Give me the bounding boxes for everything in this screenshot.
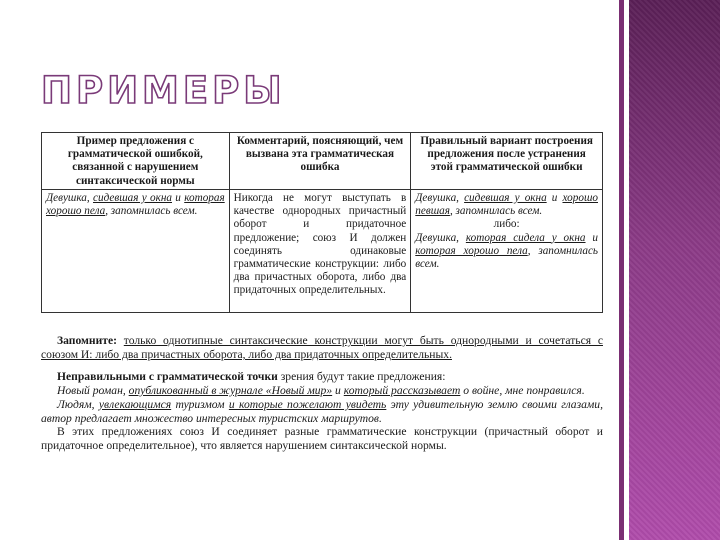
- text-span: Девушка,: [415, 191, 465, 204]
- text-span: , запомнилась всем.: [105, 205, 198, 218]
- text-span: и: [585, 231, 598, 244]
- text-span: и: [172, 191, 185, 204]
- text-span: и: [546, 191, 563, 204]
- underlined-phrase: сидевшая у окна: [464, 191, 547, 204]
- header-example: Пример предложения с грамматической ошибкой, связанной с нарушением синтаксической нормы: [42, 133, 230, 190]
- remember-label: Запомните:: [57, 334, 117, 347]
- underlined-phrase: который рассказывает: [343, 383, 461, 397]
- incorrect-intro: [41, 370, 603, 384]
- underlined-phrase: сидевшая у окна: [93, 191, 172, 204]
- text-span: Девушка,: [415, 231, 466, 244]
- examples-table: [41, 132, 603, 313]
- text-span: и: [332, 383, 344, 397]
- incorrect-label: Неправильными с грамматической точки: [57, 369, 278, 383]
- text-span: эту удивительную землю своими глазами, автор предлагает множество интересных туристских маршрутов.: [41, 397, 603, 425]
- text-span: , запомнилась всем.: [449, 205, 543, 218]
- underlined-phrase: опубликованный в журнале «Новый мир»: [128, 383, 333, 397]
- remember-paragraph: [41, 334, 603, 362]
- header-comment: Комментарий, поясняющий, чем вызвана эта грамматическая ошибка: [229, 133, 411, 190]
- conclusion-paragraph: В этих предложениях союз И соединяет разные грамматические конструкции (причастный оборот и придаточное определительное), что является нарушением синтаксической нормы.: [41, 425, 603, 453]
- underlined-phrase: и которые пожелают увидеть: [228, 397, 387, 411]
- cell-correct-variant: [411, 189, 603, 312]
- text-span: о войне, мне понравился.: [460, 383, 585, 397]
- decorative-sidebar: [629, 0, 720, 540]
- underlined-phrase: которая сидела у окна: [465, 231, 586, 244]
- either-label: либо:: [493, 218, 520, 231]
- header-correct: Правильный вариант построения предложения после устранения этой грамматической ошибки: [411, 133, 603, 190]
- remember-text: только однотипные синтаксические конструкции могут быть однородными и сочетаться с союзом И: либо два причастных оборота, либо два придаточных определительных.: [41, 334, 603, 361]
- decorative-stripe: [619, 0, 624, 540]
- example-1: [41, 384, 603, 398]
- cell-comment: Никогда не могут выступать в качестве однородных причастный оборот и придаточное предложение; союз И должен соединять одинаковые грамматические конструкции: либо два причастных оборота, либо два придаточных определительных.: [229, 189, 411, 312]
- underlined-phrase: которая хорошо пела: [415, 244, 528, 257]
- text-span: , запомнилась всем.: [415, 244, 598, 270]
- notes-section: [41, 334, 603, 453]
- text-span: туризмом: [171, 397, 229, 411]
- table-row: [42, 189, 603, 312]
- example-2: [41, 398, 603, 426]
- underlined-phrase: которая хорошо пела: [46, 191, 225, 218]
- cell-wrong-example: [42, 189, 230, 312]
- text-span: Людям,: [57, 397, 99, 411]
- text-span: Новый роман,: [57, 383, 129, 397]
- text-span: Девушка,: [46, 191, 94, 204]
- slide-title: ПРИМЕРЫ: [41, 69, 286, 112]
- underlined-phrase: хорошо певшая: [415, 191, 598, 218]
- underlined-phrase: увлекающимся: [98, 397, 172, 411]
- incorrect-text: зрения будут такие предложения:: [277, 369, 446, 383]
- table-header-row: [42, 133, 603, 190]
